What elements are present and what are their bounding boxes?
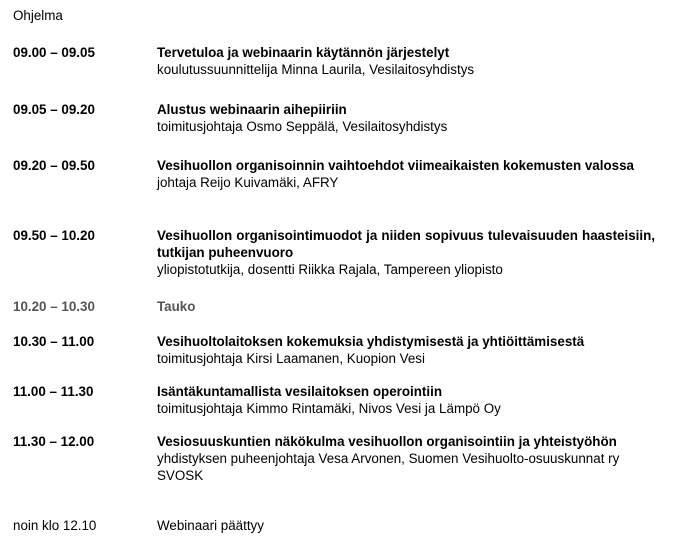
item-content — [157, 298, 658, 315]
item-title: Vesihuoltolaitoksen kokemuksia yhdistymisestä ja yhtiöittämisestä — [157, 334, 585, 349]
item-speaker: johtaja Reijo Kuivamäki, AFRY — [157, 175, 339, 190]
item-time: 09.00 – 09.05 — [13, 45, 95, 60]
item-content — [157, 101, 658, 135]
item-time: 09.20 – 09.50 — [13, 158, 95, 173]
item-content — [157, 44, 658, 78]
item-content — [157, 433, 637, 484]
item-title: Tervetuloa ja webinaarin käytännön järjestelyt — [157, 45, 450, 60]
item-time: 09.05 – 09.20 — [13, 102, 95, 117]
item-speaker: yhdistyksen puheenjohtaja Vesa Arvonen, Suomen Vesihuolto-osuuskunnat ry SVOSK — [157, 451, 620, 483]
item-time: noin klo 12.10 — [13, 518, 97, 533]
item-time: 10.20 – 10.30 — [13, 299, 95, 314]
item-speaker: yliopistotutkija, dosentti Riikka Rajala, Tampereen yliopisto — [157, 262, 503, 277]
program-heading: Ohjelma — [13, 8, 63, 23]
item-time: 11.30 – 12.00 — [13, 434, 95, 449]
item-speaker: toimitusjohtaja Kimmo Rintamäki, Nivos Vesi ja Lämpö Oy — [157, 401, 501, 416]
item-content — [157, 333, 658, 367]
item-speaker: toimitusjohtaja Osmo Seppälä, Vesilaitosyhdistys — [157, 119, 448, 134]
item-title: Vesihuollon organisointimuodot ja niiden sopivuus tulevaisuuden haasteisiin, tutkijan puheenvuoro — [157, 228, 655, 260]
item-content — [157, 383, 658, 417]
item-title: Isäntäkuntamallista vesilaitoksen operointiin — [157, 384, 443, 399]
item-time: 10.30 – 11.00 — [13, 334, 95, 349]
item-speaker: toimitusjohtaja Kirsi Laamanen, Kuopion Vesi — [157, 351, 425, 366]
item-content — [157, 227, 655, 278]
item-title: Webinaari päättyy — [157, 518, 264, 533]
item-time: 11.00 – 11.30 — [13, 384, 94, 399]
item-content — [157, 517, 658, 534]
item-title: Vesihuollon organisoinnin vaihtoehdot viimeaikaisten kokemusten valossa — [157, 158, 634, 173]
item-content — [157, 157, 637, 191]
item-time: 09.50 – 10.20 — [13, 228, 95, 243]
item-title: Alustus webinaarin aihepiiriin — [157, 102, 347, 117]
item-title: Vesiosuuskuntien näkökulma vesihuollon organisointiin ja yhteistyöhön — [157, 434, 617, 449]
item-title: Tauko — [157, 299, 196, 314]
item-speaker: koulutussuunnittelija Minna Laurila, Vesilaitosyhdistys — [157, 62, 475, 77]
